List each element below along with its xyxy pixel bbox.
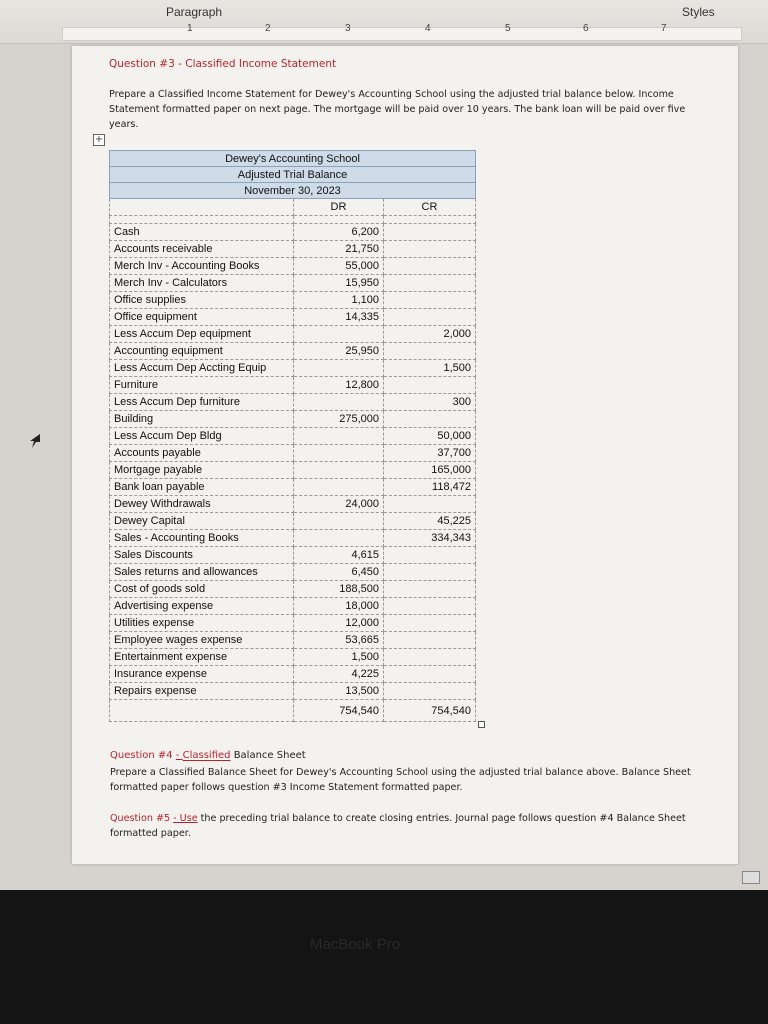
table-row[interactable] bbox=[110, 615, 476, 632]
debit-cell[interactable]: 24,000 bbox=[294, 496, 384, 513]
credit-cell[interactable]: 2,000 bbox=[384, 326, 476, 343]
credit-cell[interactable] bbox=[384, 649, 476, 666]
account-name-cell[interactable]: Sales Discounts bbox=[110, 547, 294, 564]
debit-cell[interactable]: 188,500 bbox=[294, 581, 384, 598]
credit-cell[interactable] bbox=[384, 241, 476, 258]
credit-cell[interactable] bbox=[384, 275, 476, 292]
paragraph-group-label[interactable]: Paragraph bbox=[166, 5, 223, 19]
spacer-row bbox=[110, 216, 476, 224]
account-name-cell[interactable]: Cash bbox=[110, 224, 294, 241]
debit-cell[interactable]: 21,750 bbox=[294, 241, 384, 258]
total-debit-cell[interactable]: 754,540 bbox=[294, 700, 384, 722]
table-row[interactable] bbox=[110, 445, 476, 462]
credit-cell[interactable] bbox=[384, 292, 476, 309]
ruler-number: 2 bbox=[265, 23, 271, 34]
statement-name: Adjusted Trial Balance bbox=[110, 167, 476, 183]
statement-date: November 30, 2023 bbox=[110, 183, 476, 199]
question-4-suffix: Balance Sheet bbox=[230, 750, 306, 761]
debit-cell[interactable] bbox=[294, 530, 384, 547]
table-row[interactable] bbox=[110, 530, 476, 547]
dr-column-header: DR bbox=[294, 199, 384, 216]
account-name-cell[interactable]: Furniture bbox=[110, 377, 294, 394]
question-5-dash: - bbox=[173, 813, 180, 824]
totals-label-cell bbox=[110, 700, 294, 722]
table-row[interactable] bbox=[110, 343, 476, 360]
debit-cell[interactable] bbox=[294, 445, 384, 462]
credit-cell[interactable]: 334,343 bbox=[384, 530, 476, 547]
styles-group-label[interactable]: Styles bbox=[682, 5, 715, 19]
credit-cell[interactable]: 118,472 bbox=[384, 479, 476, 496]
debit-cell[interactable] bbox=[294, 360, 384, 377]
question-4-title bbox=[110, 750, 306, 761]
account-name-cell[interactable]: Merch Inv - Accounting Books bbox=[110, 258, 294, 275]
credit-cell[interactable] bbox=[384, 632, 476, 649]
totals-row[interactable] bbox=[110, 700, 476, 722]
debit-cell[interactable]: 12,000 bbox=[294, 615, 384, 632]
question-4-prefix: Question #4 bbox=[110, 750, 176, 761]
question-5-text bbox=[110, 811, 710, 841]
table-row[interactable] bbox=[110, 411, 476, 428]
account-name-cell[interactable]: Accounting equipment bbox=[110, 343, 294, 360]
credit-cell[interactable] bbox=[384, 411, 476, 428]
account-name-cell[interactable]: Entertainment expense bbox=[110, 649, 294, 666]
table-row[interactable] bbox=[110, 564, 476, 581]
debit-cell[interactable] bbox=[294, 428, 384, 445]
question-4-link-word: Classified bbox=[182, 750, 231, 761]
table-row[interactable] bbox=[110, 479, 476, 496]
table-row[interactable] bbox=[110, 428, 476, 445]
debit-cell[interactable]: 13,500 bbox=[294, 683, 384, 700]
table-resize-handle[interactable] bbox=[478, 721, 485, 728]
credit-cell[interactable]: 37,700 bbox=[384, 445, 476, 462]
account-name-cell[interactable]: Less Accum Dep furniture bbox=[110, 394, 294, 411]
question-5-prefix: Question #5 bbox=[110, 813, 174, 824]
credit-cell[interactable] bbox=[384, 224, 476, 241]
credit-cell[interactable] bbox=[384, 598, 476, 615]
account-name-cell[interactable]: Accounts receivable bbox=[110, 241, 294, 258]
credit-cell[interactable]: 45,225 bbox=[384, 513, 476, 530]
debit-cell[interactable]: 1,100 bbox=[294, 292, 384, 309]
account-name-cell[interactable]: Advertising expense bbox=[110, 598, 294, 615]
account-name-cell[interactable]: Building bbox=[110, 411, 294, 428]
account-column-header bbox=[110, 199, 294, 216]
table-row[interactable] bbox=[110, 309, 476, 326]
credit-cell[interactable] bbox=[384, 683, 476, 700]
table-row[interactable] bbox=[110, 513, 476, 530]
table-row[interactable] bbox=[110, 598, 476, 615]
arrow-cursor-icon bbox=[28, 433, 42, 449]
total-credit-cell[interactable]: 754,540 bbox=[384, 700, 476, 722]
account-name-cell[interactable]: Less Accum Dep Bldg bbox=[110, 428, 294, 445]
table-row[interactable] bbox=[110, 275, 476, 292]
table-row[interactable] bbox=[110, 377, 476, 394]
account-name-cell[interactable]: Office equipment bbox=[110, 309, 294, 326]
credit-cell[interactable] bbox=[384, 547, 476, 564]
debit-cell[interactable]: 6,200 bbox=[294, 224, 384, 241]
table-row[interactable] bbox=[110, 632, 476, 649]
view-mode-icon[interactable] bbox=[742, 871, 760, 884]
ruler-number: 1 bbox=[187, 23, 193, 34]
question-3-instructions: Prepare a Classified Income Statement for Dewey's Accounting School using the adjusted trial balance below. Income Statement formatted paper on next page. The mortgage will be paid over 10 years. The bank loan will be paid over five years. bbox=[109, 89, 686, 130]
debit-cell[interactable]: 18,000 bbox=[294, 598, 384, 615]
table-row[interactable] bbox=[110, 394, 476, 411]
debit-cell[interactable]: 4,225 bbox=[294, 666, 384, 683]
credit-cell[interactable] bbox=[384, 496, 476, 513]
table-row[interactable] bbox=[110, 241, 476, 258]
credit-cell[interactable] bbox=[384, 343, 476, 360]
laptop-bezel-label: MacBook Pro bbox=[310, 936, 401, 953]
credit-cell[interactable] bbox=[384, 309, 476, 326]
debit-cell[interactable] bbox=[294, 513, 384, 530]
table-row[interactable] bbox=[110, 360, 476, 377]
debit-cell[interactable]: 55,000 bbox=[294, 258, 384, 275]
table-row[interactable] bbox=[110, 292, 476, 309]
trial-balance-table[interactable] bbox=[109, 150, 476, 722]
credit-cell[interactable] bbox=[384, 581, 476, 598]
table-row[interactable] bbox=[110, 258, 476, 275]
debit-cell[interactable]: 14,335 bbox=[294, 309, 384, 326]
ruler-number: 6 bbox=[583, 23, 589, 34]
account-name-cell[interactable]: Sales - Accounting Books bbox=[110, 530, 294, 547]
question-4-instructions: Prepare a Classified Balance Sheet for Dewey's Accounting School using the adjusted trial balance above. Balance Sheet formatted paper follows question #3 Income Statement formatted paper. bbox=[110, 767, 691, 793]
company-name: Dewey's Accounting School bbox=[110, 151, 476, 167]
table-row[interactable] bbox=[110, 581, 476, 598]
question-4-dash: - bbox=[175, 750, 183, 761]
account-name-cell[interactable]: Accounts payable bbox=[110, 445, 294, 462]
table-row[interactable] bbox=[110, 547, 476, 564]
account-name-cell[interactable]: Bank loan payable bbox=[110, 479, 294, 496]
account-name-cell[interactable]: Merch Inv - Calculators bbox=[110, 275, 294, 292]
ruler-number: 7 bbox=[661, 23, 667, 34]
account-name-cell[interactable]: Dewey Withdrawals bbox=[110, 496, 294, 513]
table-row[interactable] bbox=[110, 326, 476, 343]
credit-cell[interactable] bbox=[384, 564, 476, 581]
account-name-cell[interactable]: Employee wages expense bbox=[110, 632, 294, 649]
ribbon bbox=[0, 0, 768, 44]
debit-cell[interactable]: 15,950 bbox=[294, 275, 384, 292]
debit-cell[interactable]: 25,950 bbox=[294, 343, 384, 360]
table-row[interactable] bbox=[110, 496, 476, 513]
credit-cell[interactable]: 50,000 bbox=[384, 428, 476, 445]
debit-cell[interactable] bbox=[294, 394, 384, 411]
credit-cell[interactable] bbox=[384, 666, 476, 683]
credit-cell[interactable] bbox=[384, 615, 476, 632]
question-5-link-word: Use bbox=[179, 813, 198, 824]
credit-cell[interactable] bbox=[384, 377, 476, 394]
debit-cell[interactable]: 12,800 bbox=[294, 377, 384, 394]
ruler-number: 3 bbox=[345, 23, 351, 34]
credit-cell[interactable]: 1,500 bbox=[384, 360, 476, 377]
table-row[interactable] bbox=[110, 224, 476, 241]
table-row[interactable] bbox=[110, 649, 476, 666]
debit-cell[interactable]: 4,615 bbox=[294, 547, 384, 564]
account-name-cell[interactable]: Mortgage payable bbox=[110, 462, 294, 479]
account-name-cell[interactable]: Utilities expense bbox=[110, 615, 294, 632]
table-row[interactable] bbox=[110, 666, 476, 683]
account-name-cell[interactable]: Office supplies bbox=[110, 292, 294, 309]
document-workspace bbox=[0, 44, 768, 890]
account-name-cell[interactable]: Sales returns and allowances bbox=[110, 564, 294, 581]
cr-column-header: CR bbox=[384, 199, 476, 216]
question-5-instructions: the preceding trial balance to create closing entries. Journal page follows question #4 Balance Sheet formatted paper. bbox=[110, 813, 686, 839]
ruler-number: 4 bbox=[425, 23, 431, 34]
debit-cell[interactable] bbox=[294, 479, 384, 496]
account-name-cell[interactable]: Insurance expense bbox=[110, 666, 294, 683]
account-name-cell[interactable]: Cost of goods sold bbox=[110, 581, 294, 598]
debit-cell[interactable]: 275,000 bbox=[294, 411, 384, 428]
account-name-cell[interactable]: Less Accum Dep Accting Equip bbox=[110, 360, 294, 377]
account-name-cell[interactable]: Repairs expense bbox=[110, 683, 294, 700]
account-name-cell[interactable]: Dewey Capital bbox=[110, 513, 294, 530]
credit-cell[interactable]: 165,000 bbox=[384, 462, 476, 479]
credit-cell[interactable] bbox=[384, 258, 476, 275]
debit-cell[interactable] bbox=[294, 462, 384, 479]
question-3-title: Question #3 - Classified Income Statement bbox=[109, 58, 337, 70]
debit-cell[interactable] bbox=[294, 326, 384, 343]
table-row[interactable] bbox=[110, 462, 476, 479]
table-row[interactable] bbox=[110, 683, 476, 700]
debit-cell[interactable]: 6,450 bbox=[294, 564, 384, 581]
ruler-number: 5 bbox=[505, 23, 511, 34]
horizontal-ruler[interactable] bbox=[62, 23, 742, 41]
document-page[interactable] bbox=[72, 46, 738, 864]
table-move-handle-icon[interactable]: + bbox=[94, 134, 104, 145]
credit-cell[interactable]: 300 bbox=[384, 394, 476, 411]
debit-cell[interactable]: 1,500 bbox=[294, 649, 384, 666]
debit-cell[interactable]: 53,665 bbox=[294, 632, 384, 649]
account-name-cell[interactable]: Less Accum Dep equipment bbox=[110, 326, 294, 343]
